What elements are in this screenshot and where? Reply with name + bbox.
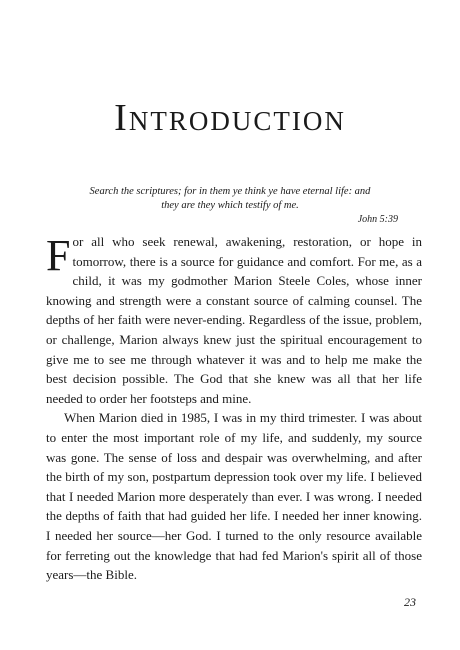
epigraph-quote: Search the scriptures; for in them ye think ye have eternal life: and they are they which testify of me. xyxy=(89,186,371,211)
paragraph-first: For all who seek renewal, awakening, restoration, or hope in tomorrow, there is a source for guidance and comfort. For me, as a child, it was my godmother Marion Steele Coles, whose inner knowing and strength were a constant source of calming counsel. The depths of her faith were never-ending. Regardless of the issue, problem, or challenge, Marion always knew just the spiritual encouragement to give me to see me through whatever it was and to help me make the best decision possible. The God that she knew was all that her life needed to order her footsteps and mine. xyxy=(46,231,422,406)
paragraph: When Marion died in 1985, I was in my third trimester. I was about to enter the most important role of my life, and suddenly, my source was gone. The sense of loss and despair was overwhelming, and after the birth of my son, postpartum depression took over my life. I believed that I needed Marion more desperately than ever. I was wrong. I needed the depths of faith that had guided her life. I needed her inner knowing. I needed her source—her God. I turned to the only resource available for ferreting out the knowledge that had fed Marion's spirit all of those years—the Bible. xyxy=(46,410,422,583)
epigraph-citation: John 5:39 xyxy=(357,214,398,225)
page-number: 23 xyxy=(404,595,416,609)
body-text xyxy=(46,232,422,585)
chapter-title: Introduction xyxy=(114,97,346,139)
